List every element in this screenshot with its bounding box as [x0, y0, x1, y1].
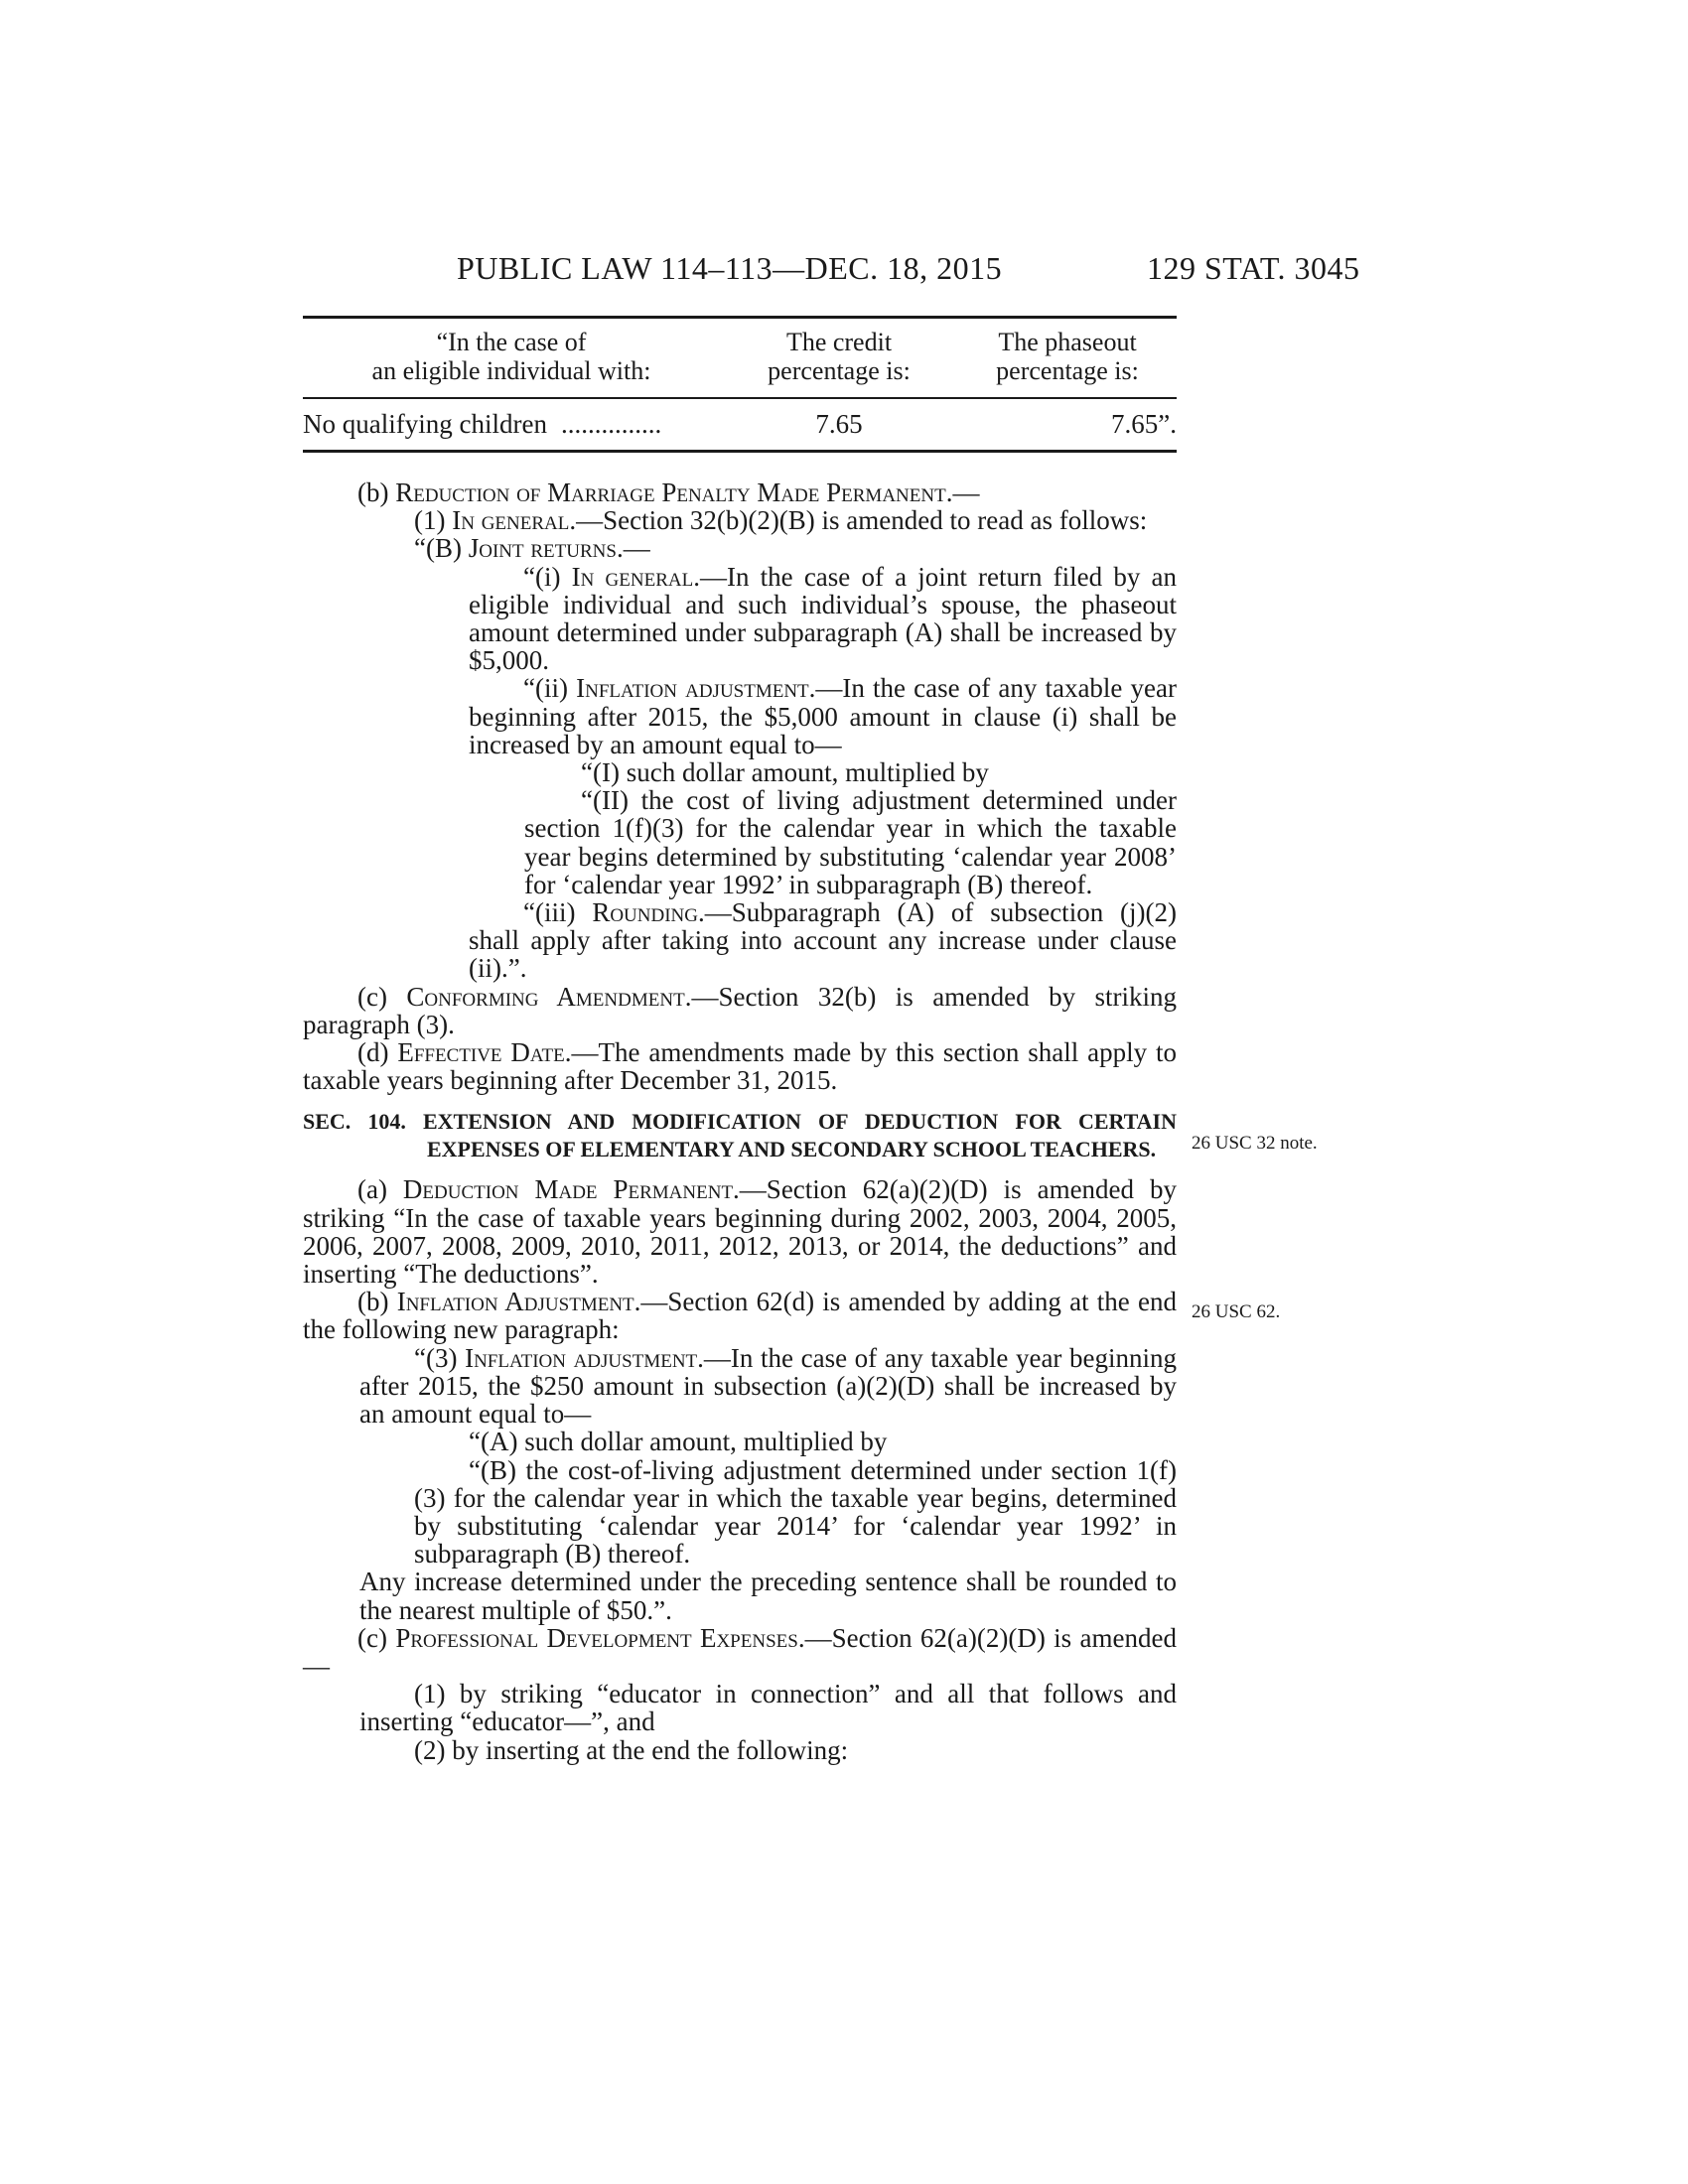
table-header-text: The phaseout: [998, 328, 1137, 356]
subclause-II: “(II) the cost of living adjustment determined under section 1(f)(3) for the calendar year in which the taxable year begins determined by substituting ‘calendar year 2008’ for ‘calendar year 1992’ in subparagraph (B) thereof.: [524, 785, 1177, 899]
subclause-I: “(I) such dollar amount, multiplied by: [581, 757, 989, 788]
row-label-text: No qualifying children: [303, 409, 547, 439]
subsection-heading: Inflation Adjustment: [396, 1287, 634, 1317]
table-header-credit: [740, 328, 938, 385]
paragraph-b1: [303, 506, 1177, 534]
clause-label: “(i): [523, 561, 572, 592]
clause-iii: [303, 898, 1177, 983]
paragraph-label: (1): [414, 505, 453, 536]
margin-note-32: 26 USC 32 note.: [1192, 1133, 1318, 1154]
subparagraph-label: “(B): [414, 533, 469, 564]
paragraph-heading: Inflation adjustment: [465, 1342, 698, 1373]
table-bottom-rule: [303, 450, 1177, 453]
clause-heading: Inflation adjustment: [576, 673, 809, 704]
subsection-label: (c): [357, 1622, 396, 1653]
clause-text: .—In the case of a joint return filed by an eligible individual and such individual’s spouse, the phaseout amount determined under subparagraph (A) shall be increased by $5,000.: [469, 561, 1177, 676]
header-title: PUBLIC LAW 114–113—DEC. 18, 2015: [457, 250, 1003, 286]
clause-heading: Rounding: [592, 897, 698, 928]
table-header-individual: [303, 328, 720, 385]
subsection-label: (d): [357, 1037, 398, 1068]
subsection-c: [303, 983, 1177, 1038]
table-cell-credit: 7.65: [815, 409, 863, 439]
subparagraph-B: [303, 534, 1177, 562]
subsection-label: (c): [357, 981, 407, 1012]
subparagraph-B-col: “(B) the cost-of-living adjustment determined under section 1(f)(3) for the calendar year in which the taxable year begins, determined by substituting ‘calendar year 2014’ for ‘calendar year 1992’ in subparagraph (B) thereof.: [414, 1454, 1177, 1570]
leader-dots: ...............: [560, 409, 662, 439]
subparagraph-A: “(A) such dollar amount, multiplied by: [469, 1427, 888, 1457]
table-header-rule: [303, 397, 1177, 399]
subsection-text: .—Section 62(a)(2)(D) is amended—: [303, 1622, 1177, 1681]
table-header-text: “In the case of: [436, 328, 587, 356]
subsection-heading: Conforming Amendment: [406, 981, 685, 1012]
subsection-text: .—Section 62(d) is amended by adding at the end the following new paragraph:: [303, 1287, 1177, 1345]
subsection-a: [303, 1175, 1177, 1288]
paragraph-text: .—Section 32(b)(2)(B) is amended to read as follows:: [569, 505, 1148, 536]
subsection-b-inflation: [303, 1288, 1177, 1343]
subsection-heading: Reduction of Marriage Penalty Made Permanent: [395, 478, 946, 507]
heading-dash: .—: [945, 478, 980, 507]
subsection-label: (a): [357, 1174, 403, 1205]
header-stat-page: 129 STAT. 3045: [1147, 250, 1360, 286]
clause-heading: In general: [571, 561, 694, 592]
subsection-heading: Professional Development Expenses: [395, 1622, 798, 1653]
clause-label: “(iii): [523, 897, 593, 928]
paragraph-label: “(3): [414, 1342, 466, 1373]
table-header-phaseout: [958, 328, 1177, 385]
subsection-heading: Deduction Made Permanent: [402, 1174, 734, 1205]
section-104-heading: SEC. 104. EXTENSION AND MODIFICATION OF DEDUCTION FOR CERTAIN EXPENSES OF ELEMENTARY AND SECONDARY SCHOOL TEACHERS.: [303, 1109, 1177, 1162]
table-header-text: percentage is:: [996, 356, 1139, 385]
subsection-label: (b): [357, 1287, 397, 1317]
paragraph-c1: (1) by striking “educator in connection” and all that follows and inserting “educator—”, and: [359, 1679, 1177, 1737]
table-header-text: percentage is:: [768, 356, 911, 385]
clause-text: .—In the case of any taxable year beginning after 2015, the $5,000 amount in clause (i) shall be increased by an amount equal to—: [469, 673, 1177, 759]
subparagraph-heading: Joint returns: [468, 533, 617, 564]
table-header-text: The credit: [785, 328, 893, 356]
margin-note-62: 26 USC 62.: [1192, 1301, 1281, 1322]
heading-dash: .—: [616, 533, 650, 564]
clause-label: “(ii): [523, 673, 577, 704]
statute-body: [303, 478, 1177, 1764]
subsection-d: [303, 1038, 1177, 1094]
subsection-text: .—Section 32(b) is amended by striking paragraph (3).: [303, 981, 1178, 1039]
table-header-text: an eligible individual with:: [371, 356, 651, 385]
table-cell-phaseout: 7.65”.: [1111, 409, 1177, 439]
subsection-text: .—The amendments made by this section shall apply to taxable years beginning after December 31, 2015.: [303, 1037, 1177, 1096]
clause-i: [303, 563, 1177, 675]
subsection-heading: Effective Date: [397, 1037, 565, 1068]
running-header: [0, 250, 1688, 294]
clause-text: .—Subparagraph (A) of subsection (j)(2) shall apply after taking into account any increase under clause (ii).”.: [469, 897, 1177, 984]
clause-ii: [303, 674, 1177, 758]
subsection-b: [303, 478, 1177, 506]
subsection-text: .—Section 62(a)(2)(D) is amended by striking “In the case of taxable years beginning during 2002, 2003, 2004, 2005, 2006, 2007, 2008, 2009, 2010, 2011, 2012, 2013, or 2014, the deductions” and inserting “The deductions”.: [303, 1174, 1177, 1290]
paragraph-heading: In general: [452, 505, 570, 536]
table-row-label: [303, 409, 661, 439]
subsection-c-professional: [303, 1624, 1177, 1680]
paragraph-text: .—In the case of any taxable year beginning after 2015, the $250 amount in subsection (a)(2)(D) shall be increased by an amount equal to—: [359, 1342, 1178, 1430]
subsection-label: (b): [357, 478, 396, 507]
rounding-sentence: Any increase determined under the preceding sentence shall be rounded to the nearest multiple of $50.”.: [359, 1567, 1177, 1625]
table-top-rule: [303, 316, 1177, 319]
paragraph-3: [303, 1344, 1177, 1429]
paragraph-c2: (2) by inserting at the end the following:: [414, 1734, 849, 1765]
